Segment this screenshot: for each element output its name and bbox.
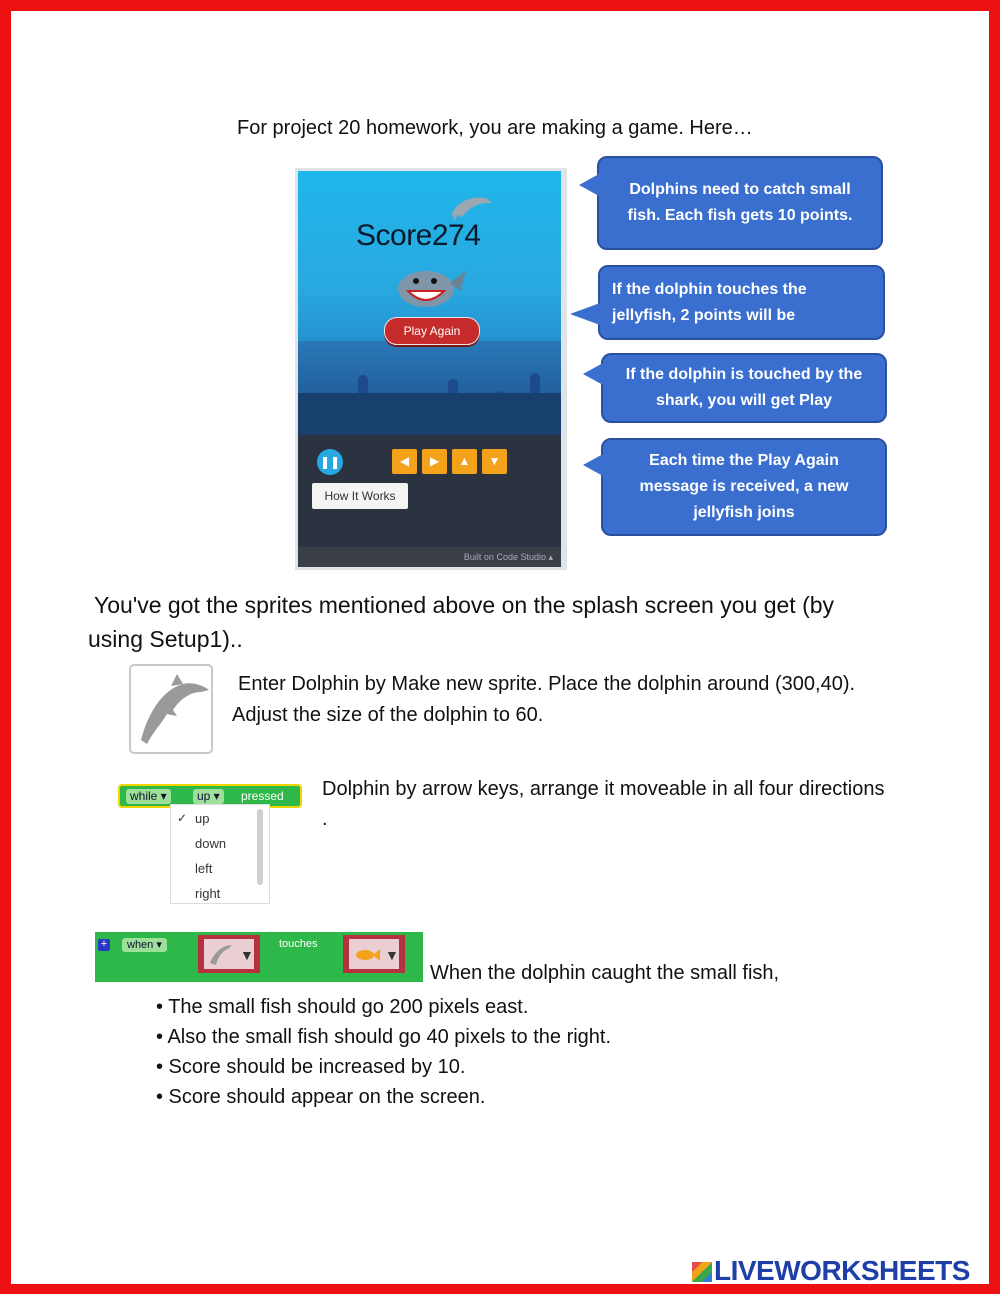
key-dropdown[interactable]: up ▾	[193, 789, 224, 804]
when-dropdown[interactable]: when ▾	[122, 938, 167, 952]
dolphin-thumbnail	[129, 664, 213, 754]
dropdown-option-right[interactable]: right	[195, 886, 221, 901]
bullet-list	[156, 992, 611, 1112]
callout-text: If the dolphin touches the jellyfish, 2 points will be	[612, 280, 807, 324]
while-dropdown[interactable]: while ▾	[126, 789, 171, 804]
dropdown-option-down[interactable]: down	[195, 836, 227, 851]
fish-sprite-slot[interactable]	[343, 935, 405, 973]
shark-icon	[390, 263, 468, 315]
when-touches-block	[95, 932, 423, 982]
fish-icon	[351, 939, 381, 969]
chevron-down-icon: ▼	[240, 947, 254, 963]
play-again-button[interactable]: Play Again	[384, 317, 480, 345]
list-item: • The small fish should go 200 pixels east.	[156, 996, 529, 1018]
list-item: • Score should appear on the screen.	[156, 1086, 486, 1108]
down-arrow-button[interactable]: ▼	[482, 449, 507, 474]
arrow-line-1: Dolphin by arrow keys, arrange it moveable in all four directions	[322, 778, 885, 800]
game-screenshot	[295, 168, 567, 570]
game-controls	[298, 435, 561, 547]
dolphin-line-1: Enter Dolphin by Make new sprite. Place the dolphin around (300,40).	[238, 673, 856, 695]
chevron-down-icon: ▼	[385, 947, 399, 963]
dolphin-icon	[206, 939, 236, 969]
intro-text: For project 20 homework, you are making a game. Here…	[237, 117, 753, 139]
callout-text: Each time the Play Again message is received, a new jellyfish joins	[639, 452, 849, 521]
key-dropdown-menu	[170, 804, 270, 904]
arrow-instruction	[322, 774, 922, 834]
callout-text: Dolphins need to catch small fish. Each fish gets 10 points.	[627, 181, 853, 224]
dropdown-option-left[interactable]: left	[195, 861, 213, 876]
how-it-works-button[interactable]: How It Works	[312, 483, 408, 509]
list-item: • Score should be increased by 10.	[156, 1056, 466, 1078]
callout-play-again	[601, 438, 887, 536]
dolphin-line-2: Adjust the size of the dolphin to 60.	[232, 704, 544, 726]
logo-text: LIVEWORKSHEETS	[714, 1255, 970, 1286]
check-icon: ✓	[177, 811, 188, 825]
sprites-line-1: You've got the sprites mentioned above on the splash screen you get (by	[94, 592, 835, 618]
pause-icon[interactable]: ❚❚	[317, 449, 343, 475]
dolphin-instruction	[232, 669, 855, 731]
sprites-paragraph	[88, 588, 918, 656]
dolphin-icon	[131, 666, 211, 752]
built-on-footer: Built on Code Studio ▴	[298, 547, 561, 567]
callout-jellyfish	[598, 265, 885, 340]
dolphin-sprite-slot[interactable]	[198, 935, 260, 973]
dropdown-scrollbar[interactable]	[257, 809, 263, 885]
callout-text: If the dolphin is touched by the shark, you will get Play	[625, 366, 863, 409]
callout-shark	[601, 353, 887, 423]
list-item: • Also the small fish should go 40 pixels to the right.	[156, 1026, 612, 1048]
left-arrow-button[interactable]: ◀	[392, 449, 417, 474]
pressed-label: pressed	[241, 789, 284, 803]
game-stage	[298, 171, 561, 435]
up-arrow-button[interactable]: ▲	[452, 449, 477, 474]
seabed-floor	[298, 393, 561, 435]
score-display: Score274	[356, 219, 481, 252]
logo-badge-icon	[692, 1262, 712, 1282]
callout-fish-points	[597, 156, 883, 250]
plus-icon[interactable]: +	[98, 939, 110, 951]
touches-label: touches	[279, 938, 318, 950]
liveworksheets-logo	[692, 1255, 970, 1287]
right-arrow-button[interactable]: ▶	[422, 449, 447, 474]
arrow-line-2: .	[322, 808, 328, 830]
dropdown-option-up[interactable]: up	[195, 811, 210, 826]
catch-instruction: When the dolphin caught the small fish,	[430, 962, 780, 984]
sprites-line-2: using Setup1)..	[88, 626, 243, 652]
